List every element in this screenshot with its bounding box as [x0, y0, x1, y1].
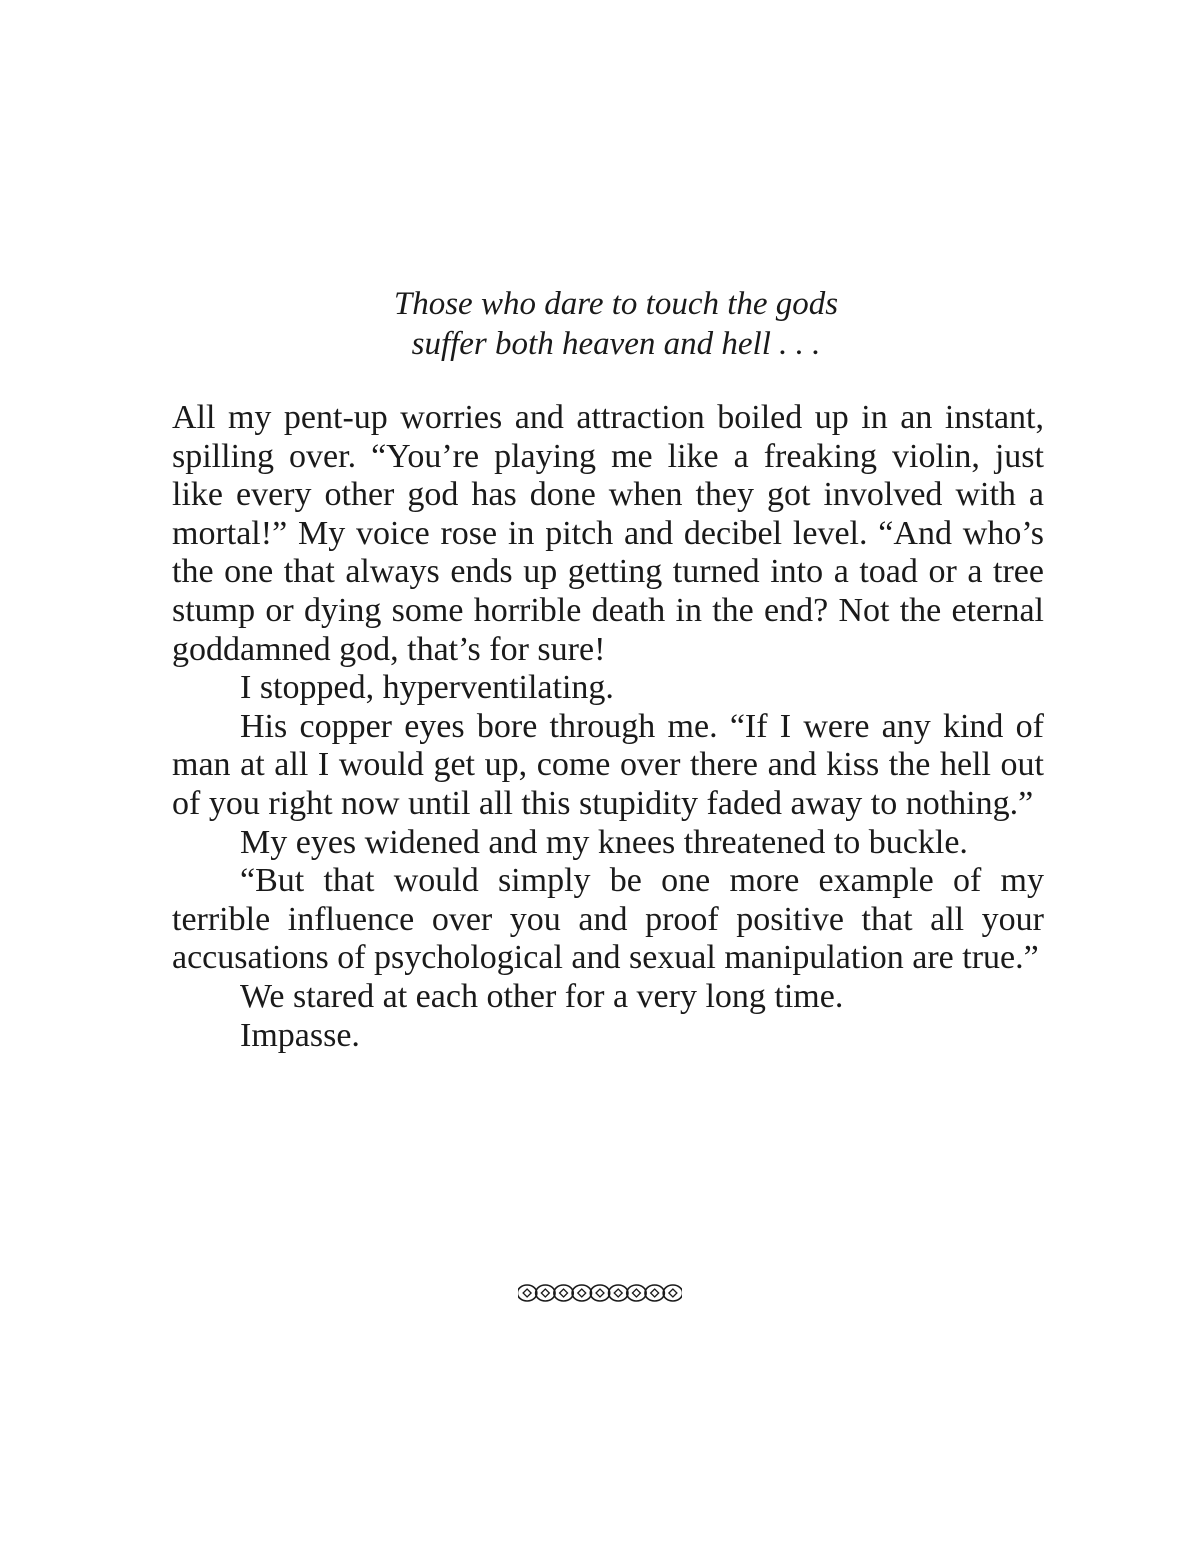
ornament-link	[536, 1285, 555, 1301]
epigraph	[0, 284, 1200, 364]
ornament-link	[572, 1285, 591, 1301]
paragraph-7: Impasse.	[240, 1016, 360, 1054]
paragraph-4: My eyes widened and my knees threatened to buckle.	[240, 823, 968, 861]
paragraph-2: I stopped, hyperventilating.	[240, 669, 614, 707]
epigraph-line-2: suffer both heaven and hell . . .	[411, 326, 821, 362]
paragraph-5: “But that would simply be one more example of my terrible influence over you and proof positive that all your accusations of psychological and sexual manipulation are true.”	[172, 862, 1044, 977]
ornament-link	[590, 1285, 609, 1301]
body-text	[172, 399, 1044, 1055]
ornament-link	[554, 1285, 573, 1301]
epigraph-line-1: Those who dare to touch the gods	[393, 286, 839, 322]
section-break-ornament-icon	[518, 1283, 682, 1303]
paragraph-3: His copper eyes bore through me. “If I were any kind of man at all I would get up, come over there and kiss the hell out of you right now until all this stupidity faded away to nothing.”	[172, 707, 1044, 822]
paragraph-1: All my pent-up worries and attraction boiled up in an instant, spilling over. “You’re playing me like a freaking violin, just like every other god has done when they got involved with a mortal!” My voice rose in pitch and decibel level. “And who’s the one that always ends up getting turned into a toad or a tree stump or dying some horrible death in the end? Not the eternal goddamned god, that’s for sure!	[172, 399, 1044, 668]
ornament-link	[627, 1285, 646, 1301]
ornament-link	[663, 1285, 682, 1301]
ornament-link	[645, 1285, 664, 1301]
ornament-link	[518, 1285, 537, 1301]
ornament-link	[609, 1285, 628, 1301]
paragraph-6: We stared at each other for a very long time.	[240, 977, 844, 1015]
